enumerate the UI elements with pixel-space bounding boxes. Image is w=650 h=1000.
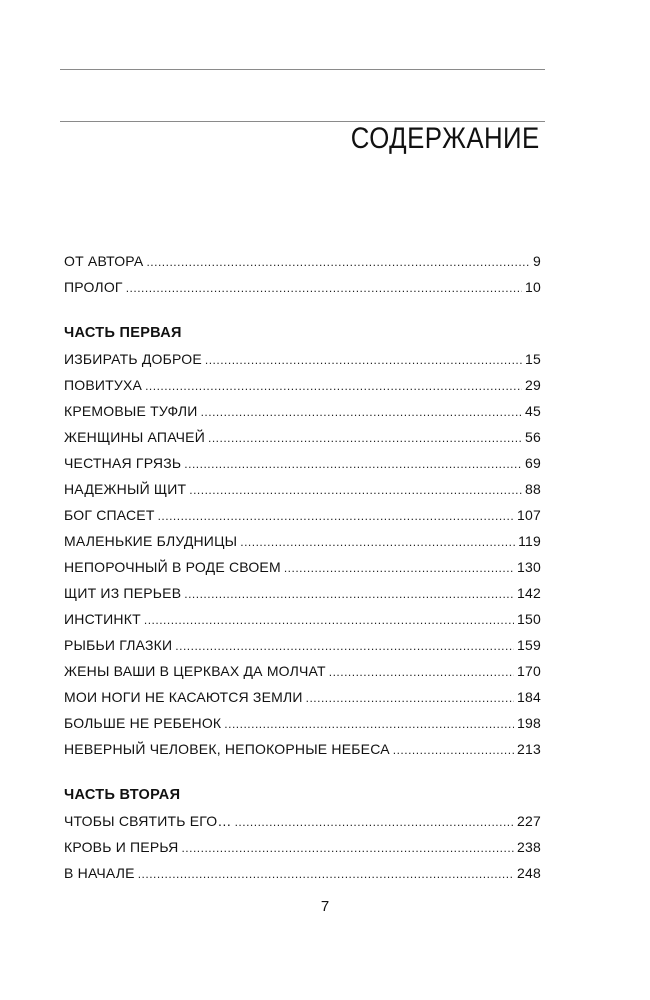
toc-entry-title: ПОВИТУХА xyxy=(64,377,143,393)
toc-entry-page: 119 xyxy=(518,533,541,549)
dot-leader xyxy=(184,451,522,477)
toc-entry xyxy=(64,606,541,632)
toc-entry xyxy=(64,808,541,834)
dot-leader xyxy=(145,373,522,399)
toc-entry-page: 107 xyxy=(517,507,541,523)
toc-entry-title: ЖЕНЩИНЫ АПАЧЕЙ xyxy=(64,429,205,445)
toc-entry-title: ПРОЛОГ xyxy=(64,279,123,295)
toc-entry-page: 150 xyxy=(517,611,541,627)
toc-entry xyxy=(64,248,541,274)
dot-leader xyxy=(138,861,514,887)
toc-entry-page: 198 xyxy=(517,715,541,731)
dot-leader xyxy=(126,275,522,301)
toc-entry xyxy=(64,398,541,424)
page-title: СОДЕРЖАНИЕ xyxy=(351,122,540,155)
toc-entry xyxy=(64,710,541,736)
toc-entry-page: 227 xyxy=(517,813,541,829)
toc-entry-page: 142 xyxy=(517,585,541,601)
part-one-heading: ЧАСТЬ ПЕРВАЯ xyxy=(64,325,182,341)
toc-entry-title: В НАЧАЛЕ xyxy=(64,865,135,881)
toc-entry-page: 238 xyxy=(517,839,541,855)
toc-entry xyxy=(64,554,541,580)
toc-entry xyxy=(64,450,541,476)
toc-entry-page: 130 xyxy=(517,559,541,575)
toc-entry-title: ЧЕСТНАЯ ГРЯЗЬ xyxy=(64,455,182,471)
toc-entry-page: 170 xyxy=(517,663,541,679)
toc-entry-title: ИНСТИНКТ xyxy=(64,611,141,627)
toc-entry-title: ЩИТ ИЗ ПЕРЬЕВ xyxy=(64,585,182,601)
toc-entry-page: 15 xyxy=(525,351,541,367)
toc-entry-title: МАЛЕНЬКИЕ БЛУДНИЦЫ xyxy=(64,533,238,549)
toc-entry xyxy=(64,502,541,528)
page-number: 7 xyxy=(320,898,330,915)
spacer xyxy=(64,762,541,782)
toc-entry-title: ЖЕНЫ ВАШИ В ЦЕРКВАХ ДА МОЛЧАТ xyxy=(64,663,326,679)
toc-entry-title: РЫБЬИ ГЛАЗКИ xyxy=(64,637,173,653)
dot-leader xyxy=(240,529,515,555)
part-two-heading: ЧАСТЬ ВТОРАЯ xyxy=(64,787,181,803)
toc-entry xyxy=(64,736,541,762)
dot-leader xyxy=(205,347,522,373)
table-of-contents xyxy=(64,248,541,886)
dot-leader xyxy=(184,581,514,607)
toc-entry xyxy=(64,580,541,606)
toc-entry-title: ЧТОБЫ СВЯТИТЬ ЕГО… xyxy=(64,813,232,829)
toc-entry-title: МОИ НОГИ НЕ КАСАЮТСЯ ЗЕМЛИ xyxy=(64,689,303,705)
dot-leader xyxy=(393,737,514,763)
toc-entry-title: НАДЕЖНЫЙ ЩИТ xyxy=(64,481,187,497)
toc-entry-page: 45 xyxy=(525,403,541,419)
toc-entry-title: НЕПОРОЧНЫЙ В РОДЕ СВОЕМ xyxy=(64,559,281,575)
dot-leader xyxy=(189,477,522,503)
dot-leader xyxy=(144,607,514,633)
toc-entry-page: 69 xyxy=(525,455,541,471)
toc-entry-page: 184 xyxy=(517,689,541,705)
dot-leader xyxy=(306,685,514,711)
dot-leader xyxy=(175,633,514,659)
toc-entry xyxy=(64,274,541,300)
toc-entry-title: ИЗБИРАТЬ ДОБРОЕ xyxy=(64,351,202,367)
toc-entry-page: 56 xyxy=(525,429,541,445)
toc-entry xyxy=(64,632,541,658)
toc-entry xyxy=(64,684,541,710)
toc-entry xyxy=(64,860,541,886)
toc-entry xyxy=(64,528,541,554)
toc-entry-title: НЕВЕРНЫЙ ЧЕЛОВЕК, НЕПОКОРНЫЕ НЕБЕСА xyxy=(64,741,390,757)
intro-list xyxy=(64,248,541,300)
part-two-list xyxy=(64,808,541,886)
dot-leader xyxy=(224,711,514,737)
dot-leader xyxy=(201,399,522,425)
toc-entry-title: БОГ СПАСЕТ xyxy=(64,507,155,523)
toc-entry xyxy=(64,834,541,860)
toc-entry-title: КРОВЬ И ПЕРЬЯ xyxy=(64,839,179,855)
dot-leader xyxy=(146,249,530,275)
toc-entry-page: 213 xyxy=(517,741,541,757)
dot-leader xyxy=(181,835,514,861)
dot-leader xyxy=(158,503,514,529)
toc-entry-page: 88 xyxy=(525,481,541,497)
spacer xyxy=(64,300,541,320)
toc-entry-page: 9 xyxy=(533,253,541,269)
toc-entry-title: ОТ АВТОРА xyxy=(64,253,144,269)
dot-leader xyxy=(235,809,514,835)
part-one-list xyxy=(64,346,541,762)
toc-entry-title: БОЛЬШЕ НЕ РЕБЕНОК xyxy=(64,715,222,731)
toc-entry-page: 248 xyxy=(517,865,541,881)
toc-entry-page: 10 xyxy=(525,279,541,295)
toc-entry xyxy=(64,658,541,684)
toc-entry xyxy=(64,372,541,398)
dot-leader xyxy=(284,555,514,581)
toc-entry xyxy=(64,476,541,502)
toc-entry-title: КРЕМОВЫЕ ТУФЛИ xyxy=(64,403,198,419)
toc-entry-page: 29 xyxy=(525,377,541,393)
toc-entry-page: 159 xyxy=(517,637,541,653)
dot-leader xyxy=(208,425,522,451)
toc-entry xyxy=(64,346,541,372)
toc-entry xyxy=(64,424,541,450)
dot-leader xyxy=(329,659,514,685)
top-rule xyxy=(60,69,545,70)
